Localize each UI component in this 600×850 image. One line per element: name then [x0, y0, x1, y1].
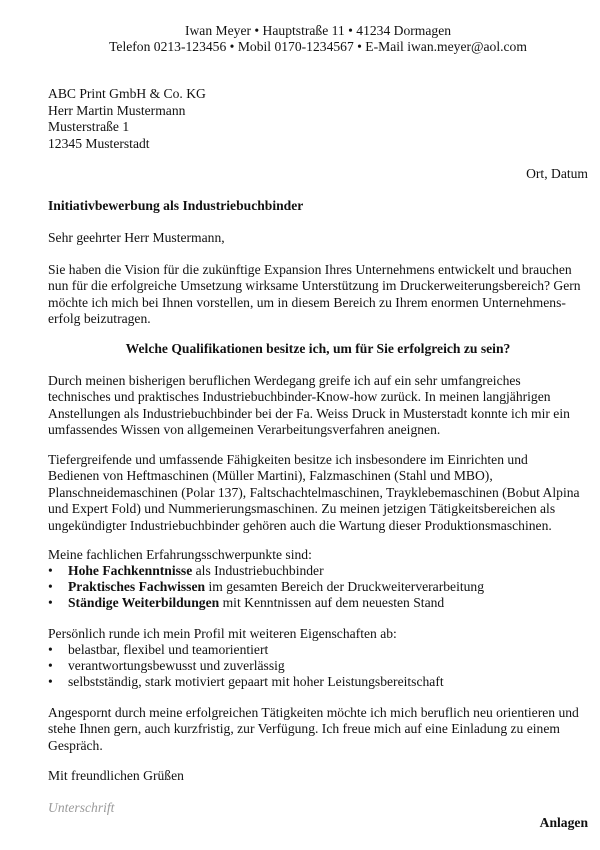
bullet-icon: • — [48, 674, 53, 690]
list-item-bold: Hohe Fachkenntnisse — [68, 563, 193, 578]
list-item-text: im gesamten Bereich der Druckweiterverarbeitung — [205, 579, 485, 595]
bullet-icon: • — [48, 595, 53, 611]
list-item — [48, 579, 588, 595]
experience-paragraph — [48, 373, 588, 439]
list-item-bold: Praktisches Fachwissen — [68, 579, 206, 595]
recipient-city: 12345 Musterstadt — [48, 135, 150, 151]
text-line: technisches und praktisches Industriebuchbinder-Know-how zurück. In meinen langjährigen — [48, 389, 551, 405]
recipient-street: Musterstraße 1 — [48, 119, 130, 134]
list-item — [48, 674, 588, 690]
text-line: stehe Ihnen gern, auch kurzfristig, zur Verfügung. Ich freue mich auf eine Einladung zu einem — [48, 721, 560, 737]
text-line: möchte ich mich bei Ihnen vorstellen, um in diesem Bereich zu Ihrem enormen Unternehmens- — [48, 294, 566, 310]
list-item-bold: Ständige Weiterbildungen — [68, 595, 220, 611]
text-line: Bedienen von Heftmaschinen (Müller Martini), Falzmaschinen (Stahl und MBO), — [48, 468, 493, 484]
qualifications-heading: Welche Qualifikationen besitze ich, um für Sie erfolgreich zu sein? — [125, 341, 511, 356]
salutation: Sehr geehrter Herr Mustermann, — [48, 230, 225, 245]
place-date: Ort, Datum — [526, 166, 588, 181]
text-line: Anstellungen als Industriebuchbinder bei der Fa. Weiss Druck in Musterstadt konnte ich mir ein — [48, 405, 570, 421]
bullet-icon: • — [48, 563, 53, 578]
focus-intro: Meine fachlichen Erfahrungsschwerpunkte sind: — [48, 547, 312, 562]
text-line: Sie haben die Vision für die zukünftige Expansion Ihres Unternehmens entwickelt und brauchen — [48, 262, 572, 277]
text-line: Gespräch. — [48, 737, 103, 753]
list-item-text: selbstständig, stark motiviert gepaart mit hoher Leistungsbereitschaft — [68, 674, 444, 690]
text-line: Durch meinen bisherigen beruflichen Werdegang greife ich auf ein sehr umfangreiches — [48, 373, 521, 388]
signature-placeholder: Unterschrift — [48, 800, 115, 815]
intro-paragraph — [48, 262, 588, 328]
text-line: Planschneidemaschinen (Polar 137), Faltschachtelmaschinen, Trayklebemaschinen (Bobut Alpina — [48, 484, 580, 500]
focus-list — [48, 563, 588, 612]
sender-contact: Telefon 0213-123456 • Mobil 0170-1234567 • E-Mail iwan.meyer@aol.com — [109, 39, 527, 54]
bullet-icon: • — [48, 579, 53, 595]
closing-paragraph — [48, 705, 588, 754]
traits-list — [48, 642, 588, 691]
attachments-label: Anlagen — [539, 815, 588, 830]
text-line: ungekündigter Industriebuchbinder gehören auch die Wartung dieser Produktionsmaschinen. — [48, 517, 552, 533]
subject-line: Initiativbewerbung als Industriebuchbinder — [48, 198, 304, 213]
skills-paragraph — [48, 452, 588, 534]
closing-greeting: Mit freundlichen Grüßen — [48, 768, 184, 783]
list-item-text: mit Kenntnissen auf dem neuesten Stand — [219, 595, 445, 611]
text-line: nun für die erfolgreiche Umsetzung wirksame Unterstützung im Druckerweiterungsbereich? Gern — [48, 278, 581, 294]
list-item-text: belastbar, flexibel und teamorientiert — [68, 642, 269, 657]
text-line: umfassendes Wissen von allgemeinen Verarbeitungsverfahren aneignen. — [48, 422, 441, 438]
bullet-icon: • — [48, 642, 53, 657]
list-item-text: verantwortungsbewusst und zuverlässig — [68, 658, 285, 674]
bullet-icon: • — [48, 658, 53, 674]
list-item — [48, 595, 588, 611]
text-line: erfolg beizutragen. — [48, 311, 151, 327]
recipient-company: ABC Print GmbH & Co. KG — [48, 86, 206, 101]
text-line: Angespornt durch meine erfolgreichen Tätigkeiten möchte ich mich beruflich neu orientieren und — [48, 705, 579, 720]
traits-intro: Persönlich runde ich mein Profil mit weiteren Eigenschaften ab: — [48, 626, 397, 641]
recipient-address — [48, 86, 206, 152]
recipient-person: Herr Martin Mustermann — [48, 102, 186, 118]
list-item — [48, 658, 588, 674]
list-item — [48, 642, 588, 658]
sender-name-address: Iwan Meyer • Hauptstraße 11 • 41234 Dormagen — [184, 23, 452, 38]
list-item — [48, 563, 588, 579]
list-item-text: als Industriebuchbinder — [192, 563, 324, 578]
text-line: Tiefergreifende und umfassende Fähigkeiten besitze ich insbesondere im Einrichten und — [48, 452, 528, 467]
text-line: und Expert Fold) und Nummerierungsmaschinen. Zu meinen jetzigen Tätigkeitsbereichen als — [48, 501, 556, 517]
